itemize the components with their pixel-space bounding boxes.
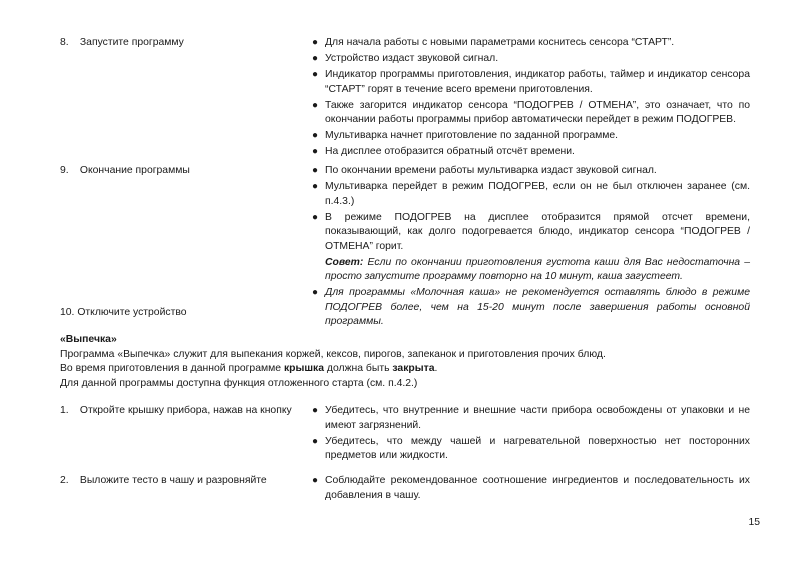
step-10-label [60, 306, 320, 321]
bullet-icon: ● [312, 37, 319, 48]
list-item: ● Мультиварка перейдет в режим ПОДОГРЕВ, если он не был отключен заранее (см. п.4.3.) [312, 181, 750, 207]
step-number: 1. [60, 405, 69, 416]
list-item: ● Соблюдайте рекомендованное соотношение ингредиентов и последовательность их добавления в чашу. [312, 475, 750, 501]
list-item: ● Убедитесь, что между чашей и нагревательной поверхностью нет посторонних предметов или жидкости. [312, 435, 750, 461]
list-item: ● Индикатор программы приготовления, индикатор работы, таймер и индикатор сенсора “СТАРТ” горят в течение всего времени приготовления. [312, 69, 750, 95]
step-title: Откройте крышку прибора, нажав на кнопку [79, 405, 292, 416]
list-item: ● Для программы «Молочная каша» не рекомендуется оставлять блюдо в режиме ПОДОГРЕВ более, чем на 15-20 минут после завершения работы основной программы. [312, 287, 750, 327]
bullet-icon: ● [312, 435, 319, 447]
bullet-icon: ● [312, 181, 319, 192]
tip-text: Если по окончании приготовления густота каши для Вас недостаточна – просто запустите программу повторно на 10 минут, каша загустеет. [325, 256, 750, 282]
step-9-label [60, 164, 320, 179]
tip-note [310, 256, 750, 285]
tip-label: Совет: [325, 256, 364, 268]
section-line: Программа «Выпечка» служит для выпекания коржей, кексов, пирогов, запеканок и приготовления прочих блюд. [60, 348, 606, 360]
bullet-icon: ● [312, 475, 319, 486]
step-8-label [60, 36, 320, 51]
bullet-icon: ● [312, 165, 319, 176]
bullet-icon: ● [312, 130, 319, 141]
step-title: Запустите программу [79, 37, 184, 48]
section-line: Для данной программы доступна функция отложенного старта (см. п.4.2.) [60, 377, 418, 389]
bullet-icon: ● [312, 405, 319, 416]
baking-section [60, 333, 760, 391]
list-item: ● В режиме ПОДОГРЕВ на дисплее отобразится прямой отсчет времени, показывающий, как долго подогревается блюдо, индикатор сенсора “ПОДОГРЕВ / ОТМЕНА” горит. [312, 211, 750, 252]
list-item: ● Также загорится индикатор сенсора “ПОДОГРЕВ / ОТМЕНА”, это означает, что по окончании работы программы прибор автоматически перейдет в режим ПОДОГРЕВ. [312, 99, 750, 125]
list-item: ● Для начала работы с новыми параметрами коснитесь сенсора “СТАРТ”. [310, 36, 750, 51]
baking-step-2-bullets [310, 474, 750, 505]
step-title: Отключите устройство [77, 307, 187, 318]
bullet-icon: ● [312, 53, 319, 64]
step-8-bullets [310, 36, 750, 161]
baking-step-1-bullets [310, 404, 750, 465]
step-number: 10. [60, 307, 75, 318]
page-number: 15 [748, 517, 760, 528]
bullet-icon: ● [312, 287, 319, 298]
bullet-icon: ● [312, 99, 319, 111]
step-9-bullets [310, 164, 750, 331]
list-item: ● На дисплее отобразится обратный отсчёт времени. [310, 145, 750, 160]
bullet-icon: ● [312, 69, 319, 80]
section-heading: «Выпечка» [60, 334, 117, 345]
baking-step-1-label [60, 404, 320, 419]
section-line: Во время приготовления в данной программе крышка должна быть закрыта. [60, 363, 438, 374]
bullet-icon: ● [312, 211, 319, 223]
bullet-icon: ● [312, 146, 319, 157]
step-number: 2. [60, 475, 69, 486]
step-title: Окончание программы [79, 165, 190, 176]
list-item: ● Мультиварка начнет приготовление по заданной программе. [310, 129, 750, 144]
list-item: ● Убедитесь, что внутренние и внешние части прибора освобождены от упаковки и не имеют загрязнений. [312, 405, 750, 431]
baking-step-2-label [60, 474, 320, 489]
step-number: 9. [60, 165, 69, 176]
step-number: 8. [60, 37, 69, 48]
step-title: Выложите тесто в чашу и разровняйте [79, 475, 267, 486]
list-item: ● Устройство издаст звуковой сигнал. [310, 52, 750, 67]
list-item: ● По окончании времени работы мультиварка издаст звуковой сигнал. [310, 164, 750, 179]
